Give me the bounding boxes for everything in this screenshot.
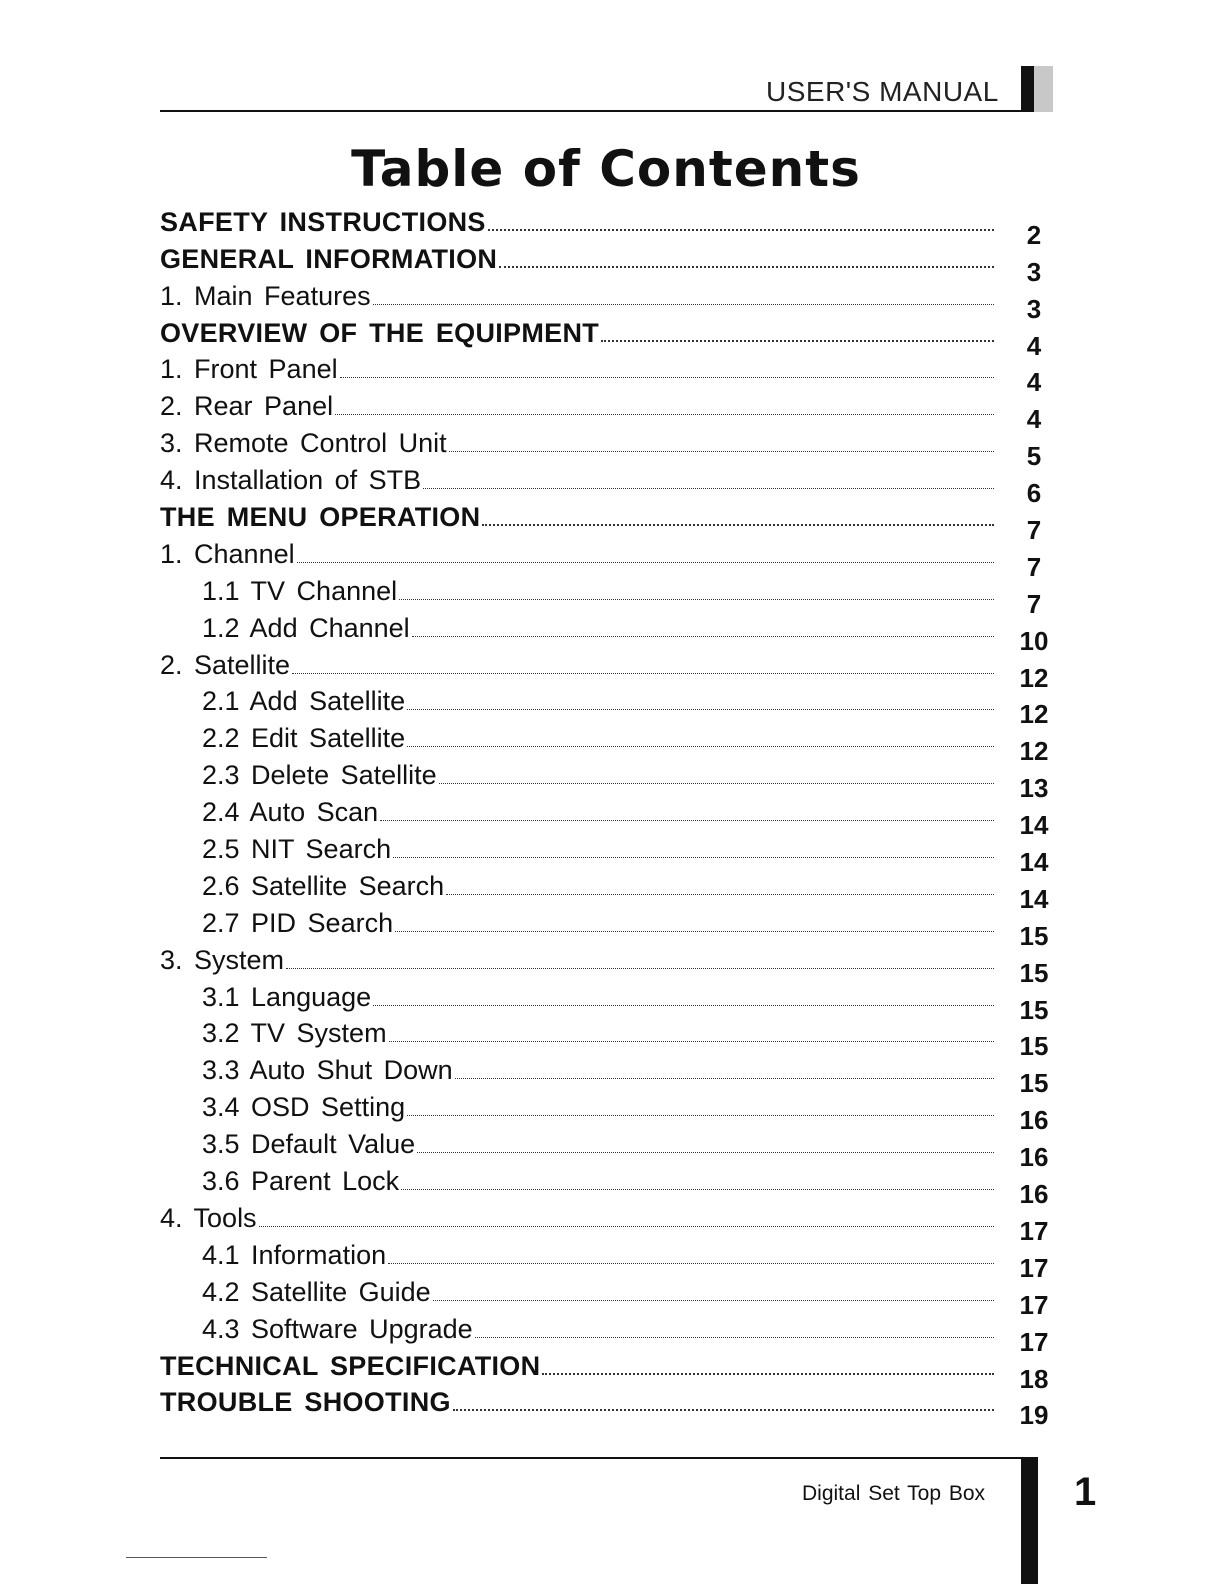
- toc-dot-leader: [499, 266, 994, 268]
- toc-entry-label: 1. Main Features: [160, 280, 371, 311]
- toc-dot-leader: [482, 524, 994, 526]
- toc-entry-page: 16: [1019, 1179, 1049, 1210]
- toc-entry-label: 4.3 Software Upgrade: [202, 1313, 473, 1344]
- toc-entry[interactable]: [160, 1384, 1060, 1431]
- toc-entry-label: 3.1 Language: [202, 981, 372, 1012]
- toc-entry-label: 2.6 Satellite Search: [202, 870, 445, 901]
- toc-entry-page: 15: [1019, 1031, 1049, 1062]
- toc-entry[interactable]: [160, 830, 1060, 878]
- toc-entry[interactable]: [160, 978, 1060, 1025]
- toc-entry-label: 1.2 Add Channel: [202, 612, 410, 643]
- toc-entry-label: 2.7 PID Search: [202, 907, 394, 938]
- toc-dot-leader: [286, 968, 994, 969]
- toc-dot-leader: [453, 1409, 994, 1411]
- toc-entry-label: THE MENU OPERATION: [160, 502, 481, 533]
- toc-entry[interactable]: [160, 277, 1060, 324]
- toc-entry[interactable]: [160, 314, 1060, 361]
- toc-entry-page: 10: [1019, 625, 1049, 656]
- footer-bar: [1021, 1457, 1038, 1584]
- toc-entry-page: 14: [1019, 883, 1049, 914]
- toc-entry-label: 2. Rear Panel: [160, 391, 334, 422]
- toc-dot-leader: [407, 709, 994, 710]
- toc-entry-label: 3.5 Default Value: [202, 1129, 416, 1160]
- toc-entry-label: GENERAL INFORMATION: [160, 243, 498, 274]
- toc-entry[interactable]: [160, 1347, 1060, 1394]
- toc-entry-label: 4.2 Satellite Guide: [202, 1276, 431, 1307]
- toc-dot-leader: [380, 820, 994, 821]
- toc-entry-label: 2.4 Auto Scan: [202, 797, 379, 828]
- toc-entry-label: 3.6 Parent Lock: [202, 1166, 400, 1197]
- toc-entry-page: 17: [1019, 1326, 1049, 1357]
- table-of-contents: [160, 203, 1060, 1431]
- toc-entry[interactable]: [160, 646, 1060, 693]
- toc-dot-leader: [488, 229, 994, 231]
- toc-entry-label: 3.2 TV System: [202, 1018, 387, 1049]
- toc-dot-leader: [455, 1078, 994, 1079]
- toc-entry[interactable]: [160, 867, 1060, 914]
- toc-entry-label: 2.3 Delete Satellite: [202, 760, 437, 791]
- toc-entry[interactable]: [160, 904, 1060, 951]
- toc-entry-page: 15: [1019, 920, 1049, 951]
- toc-entry-label: 2.5 NIT Search: [202, 834, 392, 865]
- toc-entry-label: 3.4 OSD Setting: [202, 1092, 406, 1123]
- toc-entry-page: 12: [1019, 662, 1049, 693]
- toc-entry-page: 18: [1019, 1363, 1049, 1394]
- toc-dot-leader: [395, 931, 994, 932]
- toc-entry-label: 3.3 Auto Shut Down: [202, 1055, 453, 1086]
- toc-entry-label: 2.2 Edit Satellite: [202, 723, 406, 754]
- toc-entry-label: 4.1 Information: [202, 1239, 387, 1270]
- toc-dot-leader: [401, 1189, 994, 1190]
- page-number: 1: [1074, 1470, 1097, 1514]
- toc-entry-label: 4. Tools: [160, 1202, 257, 1233]
- toc-entry-page: 13: [1019, 773, 1049, 804]
- toc-entry-label: SAFETY INSTRUCTIONS: [160, 206, 486, 237]
- toc-entry-label: 2.1 Add Satellite: [202, 686, 406, 717]
- toc-dot-leader: [446, 894, 994, 895]
- toc-entry-page: 4: [1026, 367, 1042, 398]
- toc-entry-page: 7: [1026, 588, 1042, 619]
- toc-entry[interactable]: [160, 1310, 1060, 1357]
- toc-entry[interactable]: [160, 756, 1060, 804]
- toc-entry-label: TROUBLE SHOOTING: [160, 1387, 451, 1418]
- header-text: USER'S MANUAL: [766, 76, 999, 107]
- toc-entry[interactable]: [160, 609, 1060, 656]
- toc-entry-page: 16: [1019, 1105, 1049, 1136]
- toc-entry-label: 3. System: [160, 944, 285, 975]
- toc-entry-page: 3: [1026, 293, 1042, 324]
- toc-entry[interactable]: [160, 351, 1060, 398]
- toc-entry-page: 2: [1026, 219, 1042, 250]
- toc-dot-leader: [601, 340, 994, 342]
- toc-entry-page: 3: [1026, 256, 1042, 287]
- toc-entry[interactable]: [160, 941, 1060, 988]
- toc-entry-page: 12: [1019, 699, 1049, 730]
- toc-dot-leader: [340, 377, 994, 378]
- link-underline: [126, 1557, 267, 1558]
- toc-dot-leader: [433, 1300, 994, 1301]
- toc-dot-leader: [439, 783, 994, 784]
- toc-entry-page: 17: [1019, 1252, 1049, 1283]
- toc-entry[interactable]: [160, 683, 1060, 730]
- toc-dot-leader: [449, 451, 994, 452]
- toc-entry[interactable]: [160, 203, 1060, 250]
- toc-dot-leader: [407, 1115, 994, 1116]
- toc-dot-leader: [373, 1005, 994, 1006]
- toc-entry[interactable]: [160, 1162, 1060, 1210]
- toc-entry-label: 1.1 TV Channel: [202, 575, 398, 606]
- toc-entry[interactable]: [160, 1125, 1060, 1173]
- toc-entry-page: 17: [1019, 1215, 1049, 1246]
- toc-entry-label: TECHNICAL SPECIFICATION: [160, 1350, 541, 1381]
- toc-dot-leader: [388, 1263, 994, 1264]
- toc-dot-leader: [407, 746, 994, 747]
- toc-entry[interactable]: [160, 1273, 1060, 1320]
- toc-entry-page: 4: [1026, 330, 1042, 361]
- toc-entry-page: 16: [1019, 1142, 1049, 1173]
- toc-entry[interactable]: [160, 240, 1060, 287]
- toc-dot-leader: [475, 1337, 994, 1338]
- footer-rule: [160, 1457, 1038, 1459]
- toc-entry[interactable]: [160, 1088, 1060, 1136]
- toc-entry-label: OVERVIEW OF THE EQUIPMENT: [160, 317, 600, 348]
- toc-entry[interactable]: [160, 1199, 1060, 1246]
- toc-entry-label: 4. Installation of STB: [160, 465, 422, 496]
- toc-dot-leader: [373, 304, 994, 305]
- toc-entry[interactable]: [160, 387, 1060, 435]
- toc-entry-page: 15: [1019, 994, 1049, 1025]
- toc-entry-label: 2. Satellite: [160, 649, 291, 680]
- toc-entry[interactable]: [160, 498, 1060, 546]
- toc-dot-leader: [297, 562, 994, 563]
- toc-entry-page: 12: [1019, 736, 1049, 767]
- toc-entry-page: 4: [1026, 404, 1042, 435]
- toc-dot-leader: [412, 636, 994, 637]
- toc-dot-leader: [335, 414, 994, 415]
- toc-entry-page: 15: [1019, 1068, 1049, 1099]
- footer-product-name: Digital Set Top Box: [802, 1482, 986, 1505]
- toc-entry-label: 1. Front Panel: [160, 354, 338, 385]
- toc-entry-label: 3. Remote Control Unit: [160, 428, 447, 459]
- toc-entry[interactable]: [160, 1051, 1060, 1099]
- toc-entry[interactable]: [160, 535, 1060, 582]
- toc-entry-page: 7: [1026, 551, 1042, 582]
- toc-entry-page: 7: [1026, 515, 1042, 546]
- toc-entry-page: 14: [1019, 847, 1049, 878]
- toc-entry-page: 17: [1019, 1289, 1049, 1320]
- toc-dot-leader: [417, 1152, 994, 1153]
- toc-entry-label: 1. Channel: [160, 538, 295, 569]
- toc-entry[interactable]: [160, 572, 1060, 619]
- toc-entry[interactable]: [160, 461, 1060, 509]
- toc-entry[interactable]: [160, 719, 1060, 767]
- toc-entry-page: 14: [1019, 810, 1049, 841]
- toc-entry-page: 15: [1019, 957, 1049, 988]
- toc-dot-leader: [389, 1041, 994, 1042]
- toc-entry-page: 19: [1019, 1400, 1049, 1431]
- toc-dot-leader: [399, 599, 994, 600]
- toc-entry[interactable]: [160, 793, 1060, 841]
- header-tab-shade: [1034, 66, 1053, 112]
- toc-dot-leader: [393, 857, 994, 858]
- header-tab-marker: [1021, 66, 1034, 112]
- toc-dot-leader: [423, 488, 994, 489]
- header-rule: [160, 110, 1032, 112]
- page-title: Table of Contents: [351, 140, 861, 198]
- toc-entry[interactable]: [160, 424, 1060, 472]
- toc-entry-page: 5: [1026, 441, 1042, 472]
- toc-dot-leader: [259, 1226, 994, 1227]
- toc-dot-leader: [292, 673, 994, 674]
- toc-entry-page: 6: [1026, 478, 1042, 509]
- toc-dot-leader: [542, 1373, 994, 1375]
- toc-entry[interactable]: [160, 1236, 1060, 1283]
- toc-entry[interactable]: [160, 1015, 1060, 1062]
